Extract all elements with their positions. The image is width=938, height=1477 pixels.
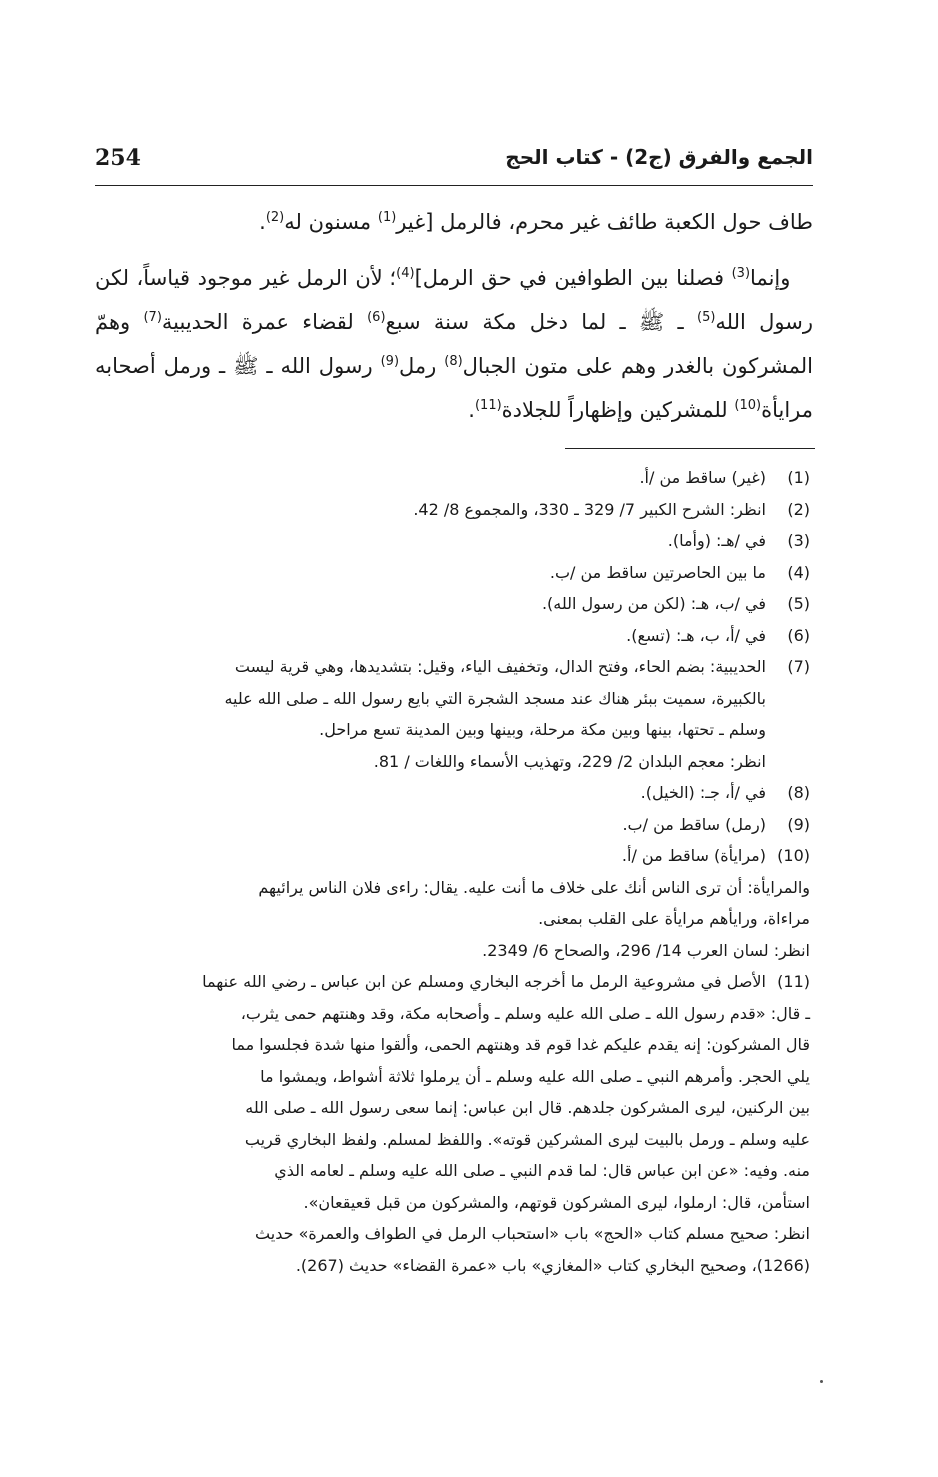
main-text [95,200,813,444]
footnote-text [95,651,766,777]
footnote-line: قال المشركون: إنه يقدم عليكم غدا قوم قد وهنتهم الحمى، وألقوا منها شدة فجلسوا مما [231,1035,810,1054]
page-number: 254 [95,145,141,171]
main-paragraph-1: طاف حول الكعبة طائف غير محرم، فالرمل [غير$^{(1)}$ مسنون له$^{(2)}$. [259,210,813,234]
footnote-text: الأصل في مشروعية الرمل ما أخرجه البخاري ومسلم عن ابن عباس ـ رضي الله عنهما [202,972,766,991]
footnote-text: في /أ، جـ: (الخيل). [640,783,766,802]
footnote-ref-8[interactable]: (8) [444,354,463,369]
footnote-2 [95,494,810,526]
footnote-line: انظر: معجم البلدان 2/ 229، وتهذيب الأسماء واللغات / 81. [373,751,766,771]
footnote-number: (5) [787,594,810,613]
footnote-ref-2[interactable]: (2) [265,210,285,225]
footnote-ref-1[interactable]: (1) [377,210,397,225]
footnote-ref-9[interactable]: (9) [380,354,400,369]
footnote-text: في /هـ: (وأما). [667,531,766,550]
footnote-line: يلي الحجر. وأمرهم النبي ـ صلى الله عليه وسلم ـ أن يرملوا ثلاثة أشواط، ويمشوا ما [260,1066,810,1086]
footnote-line: ـ قال: «قدم رسول الله ـ صلى الله عليه وسلم ـ وأصحابه مكة، وقد وهنتهم حمى يثرب، [240,1003,810,1023]
footnote-ref-6[interactable]: (6) [367,310,386,325]
footnote-1 [95,462,810,494]
footnote-line: والمرايأة: أن ترى الناس أنك على خلاف ما أنت عليه. يقال: راءى فلان الناس يرائيهم [258,877,810,897]
footnote-ref-10[interactable]: (10) [734,398,762,413]
footnote-line: بالكبيرة، سميت ببئر هناك عند مسجد الشجرة التي بايع رسول الله ـ صلى الله عليه [224,688,766,708]
footnote-text: (غير) ساقط من /أ. [639,468,766,487]
footnote-line: انظر: لسان العرب 14/ 296، والصحاح 6/ 2349. [482,940,810,960]
footnote-number: (9) [787,814,810,834]
footnote-text: في /ب، هـ: (لكن من رسول الله). [541,594,766,613]
footnote-6 [95,620,810,652]
page-header [95,135,813,186]
footnote-number: (7) [787,657,810,676]
footnote-10-continuation [95,872,810,967]
footnote-line: بين الركنين، ليرى المشركون جلدهم. قال ابن عباس: إنما سعى رسول الله ـ صلى الله [245,1098,810,1117]
footnote-line: عليه وسلم ـ ورمل بالبيت ليرى المشركين قوته». واللفظ لمسلم. ولفظ البخاري قريب [244,1129,810,1149]
footnote-line: استأمن، قال: ارملوا، ليرى المشركون قوتهم، والمشركون من قبل قعيقعان». [303,1192,810,1212]
footnote-number: (8) [787,783,810,802]
footnote-ref-5[interactable]: (5) [696,310,716,325]
footnote-text: (مرايأة) ساقط من /أ. [621,846,766,865]
footnote-10 [95,840,810,872]
footnote-ref-7[interactable]: (7) [143,310,162,325]
footnote-5 [95,588,810,620]
footnote-9 [95,809,810,841]
footnote-8 [95,777,810,809]
footnote-line: منه. وفيه: «عن ابن عباس قال: لما قدم النبي ـ صلى الله عليه وسلم ـ لعامه الذي [274,1161,810,1180]
footnote-text: ما بين الحاصرتين ساقط من /ب. [549,562,766,582]
footnote-4 [95,557,810,589]
footnote-number: (2) [787,499,810,519]
footnote-text: (رمل) ساقط من /ب. [622,814,766,834]
footnote-11-continuation [95,998,810,1282]
footnote-number: (1) [787,468,810,487]
footnote-line: انظر: صحيح مسلم كتاب «الحج» باب «استحباب الرمل في الطواف والعمرة» حديث [255,1224,810,1243]
footnote-number: (11) [777,972,810,991]
footnote-3 [95,525,810,557]
footnote-text: في /أ، ب، هـ: (تسع). [626,625,766,645]
footnote-ref-11[interactable]: (11) [474,398,502,413]
footnote-line: (1266)، وصحيح البخاري كتاب «المغازي» باب «عمرة القضاء» حديث (267). [295,1255,810,1275]
footnote-line: الحديبية: بضم الحاء، وفتح الدال، وتخفيف الياء، وقيل: بتشديدها، وهي قرية ليست [234,657,766,676]
print-speck [820,1380,823,1383]
footnote-number: (4) [787,562,810,582]
footnote-number: (6) [787,625,810,645]
running-title: الجمع والفرق (ج2) - كتاب الحج [505,145,813,169]
footnote-line: مراءاة، ورايأهم مرايأة على القلب بمعنى. [538,909,810,928]
footnote-line: وسلم ـ تحتها، بينها وبين مكة مرحلة، وبينها وبين المدينة تسع مراحل. [319,720,766,739]
footnote-number: (10) [777,846,810,865]
footnotes [95,462,810,1281]
footnote-text: انظر: الشرح الكبير 7/ 329 ـ 330، والمجموع 8/ 42. [413,499,766,519]
main-paragraph-2: وإنما$^{(3)}$ فصلنا بين الطوافين في حق الرمل]$^{(4)}$؛ لأن الرمل غير موجود قياساً، لكن رسول الله$^{(5)}$ ـ ﷺ ـ لما دخل مكة سنة سبع$^{(6)}$ لقضاء عمرة الحديبية$^{(7)}$ وهمّ المشركون بالغدر وهم على متون الجبال$^{(8)}$ رمل$^{(9)}$ رسول الله ـ ﷺ ـ ورمل أصحابه مرايأة$^{(10)}$ للمشركين وإظهاراً للجلادة$^{(11)}$. [95,266,813,422]
footnote-number: (3) [787,531,810,550]
footnote-11 [95,966,810,998]
footnote-ref-4[interactable]: (4) [396,266,415,281]
footnote-7 [95,651,810,777]
footnote-divider [565,448,815,449]
footnote-ref-3[interactable]: (3) [731,266,751,281]
